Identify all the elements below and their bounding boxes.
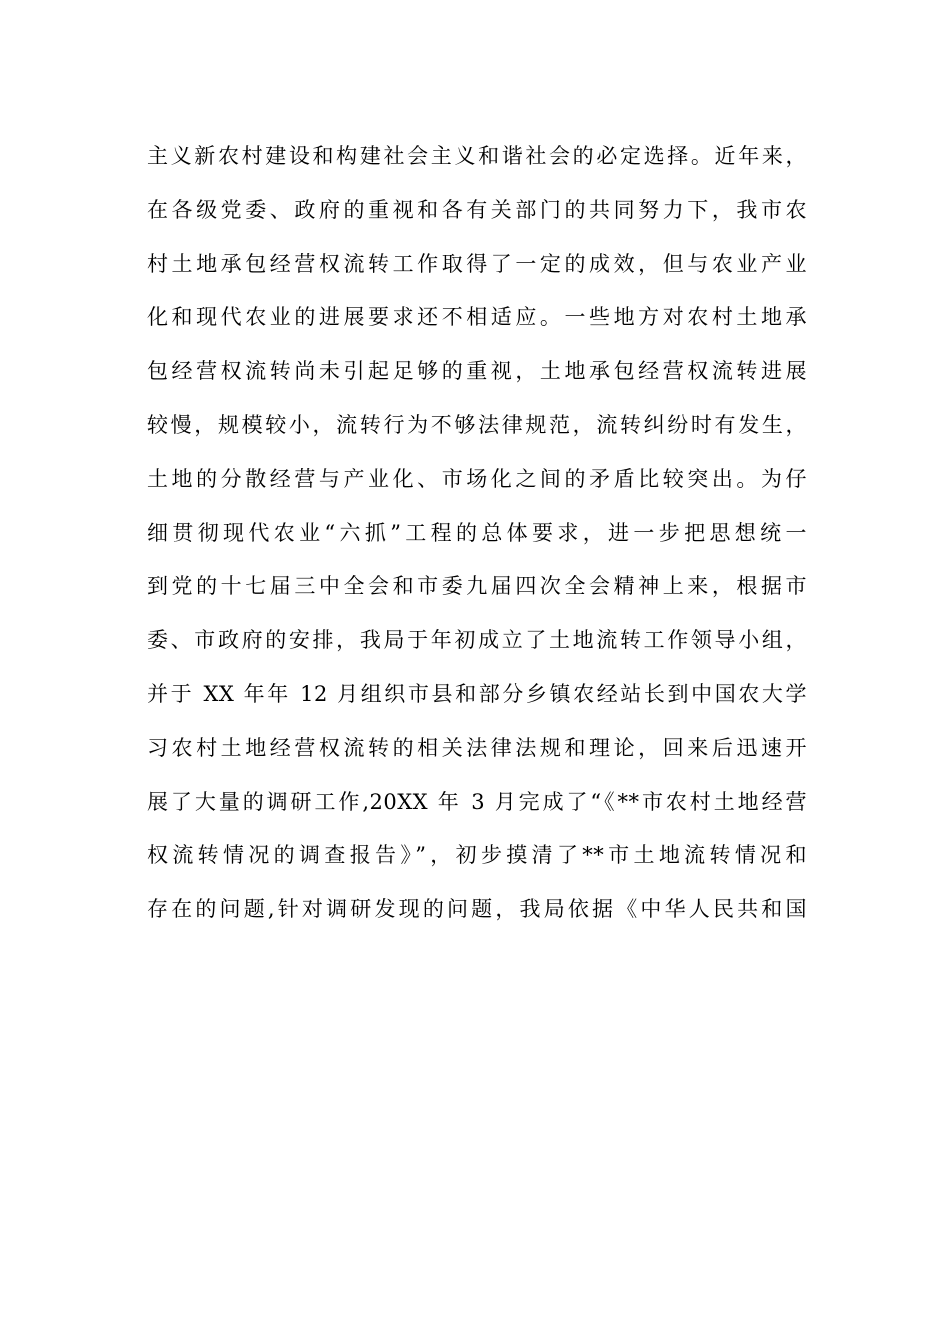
text-line-8: 细贯彻现代农业“六抓”工程的总体要求，进一步把思想统一 — [147, 520, 807, 545]
text-line-9: 到党的十七届三中全会和市委九届四次全会精神上来，根据市 — [147, 574, 807, 599]
text-line-14: 权流转情况的调查报告》”，初步摸清了**市土地流转情况和 — [147, 843, 807, 868]
text-line-7: 土地的分散经营与产业化、市场化之间的矛盾比较突出。为仔 — [147, 466, 807, 491]
text-line-12: 习农村土地经营权流转的相关法律法规和理论，回来后迅速开 — [147, 735, 807, 760]
text-line-10: 委、市政府的安排，我局于年初成立了土地流转工作领导小组， — [147, 628, 807, 653]
text-line-5: 包经营权流转尚未引起足够的重视，土地承包经营权流转进展 — [147, 359, 807, 384]
text-line-11: 并于 XX 年年 12 月组织市县和部分乡镇农经站长到中国农大学 — [147, 681, 807, 706]
text-line-15: 存在的问题,针对调研发现的问题，我局依据《中华人民共和国 — [147, 897, 807, 922]
text-line-2: 在各级党委、政府的重视和各有关部门的共同努力下，我市农 — [147, 197, 807, 222]
text-line-3: 村土地承包经营权流转工作取得了一定的成效，但与农业产业 — [147, 251, 807, 276]
text-line-4: 化和现代农业的进展要求还不相适应。一些地方对农村土地承 — [147, 305, 807, 330]
body-text — [147, 130, 807, 937]
text-line-1: 主义新农村建设和构建社会主义和谐社会的必定选择。近年来， — [147, 144, 807, 168]
text-line-13: 展了大量的调研工作,20XX 年 3 月完成了“《**市农村土地经营 — [147, 789, 807, 814]
text-line-6: 较慢，规模较小，流转行为不够法律规范，流转纠纷时有发生， — [147, 412, 807, 437]
